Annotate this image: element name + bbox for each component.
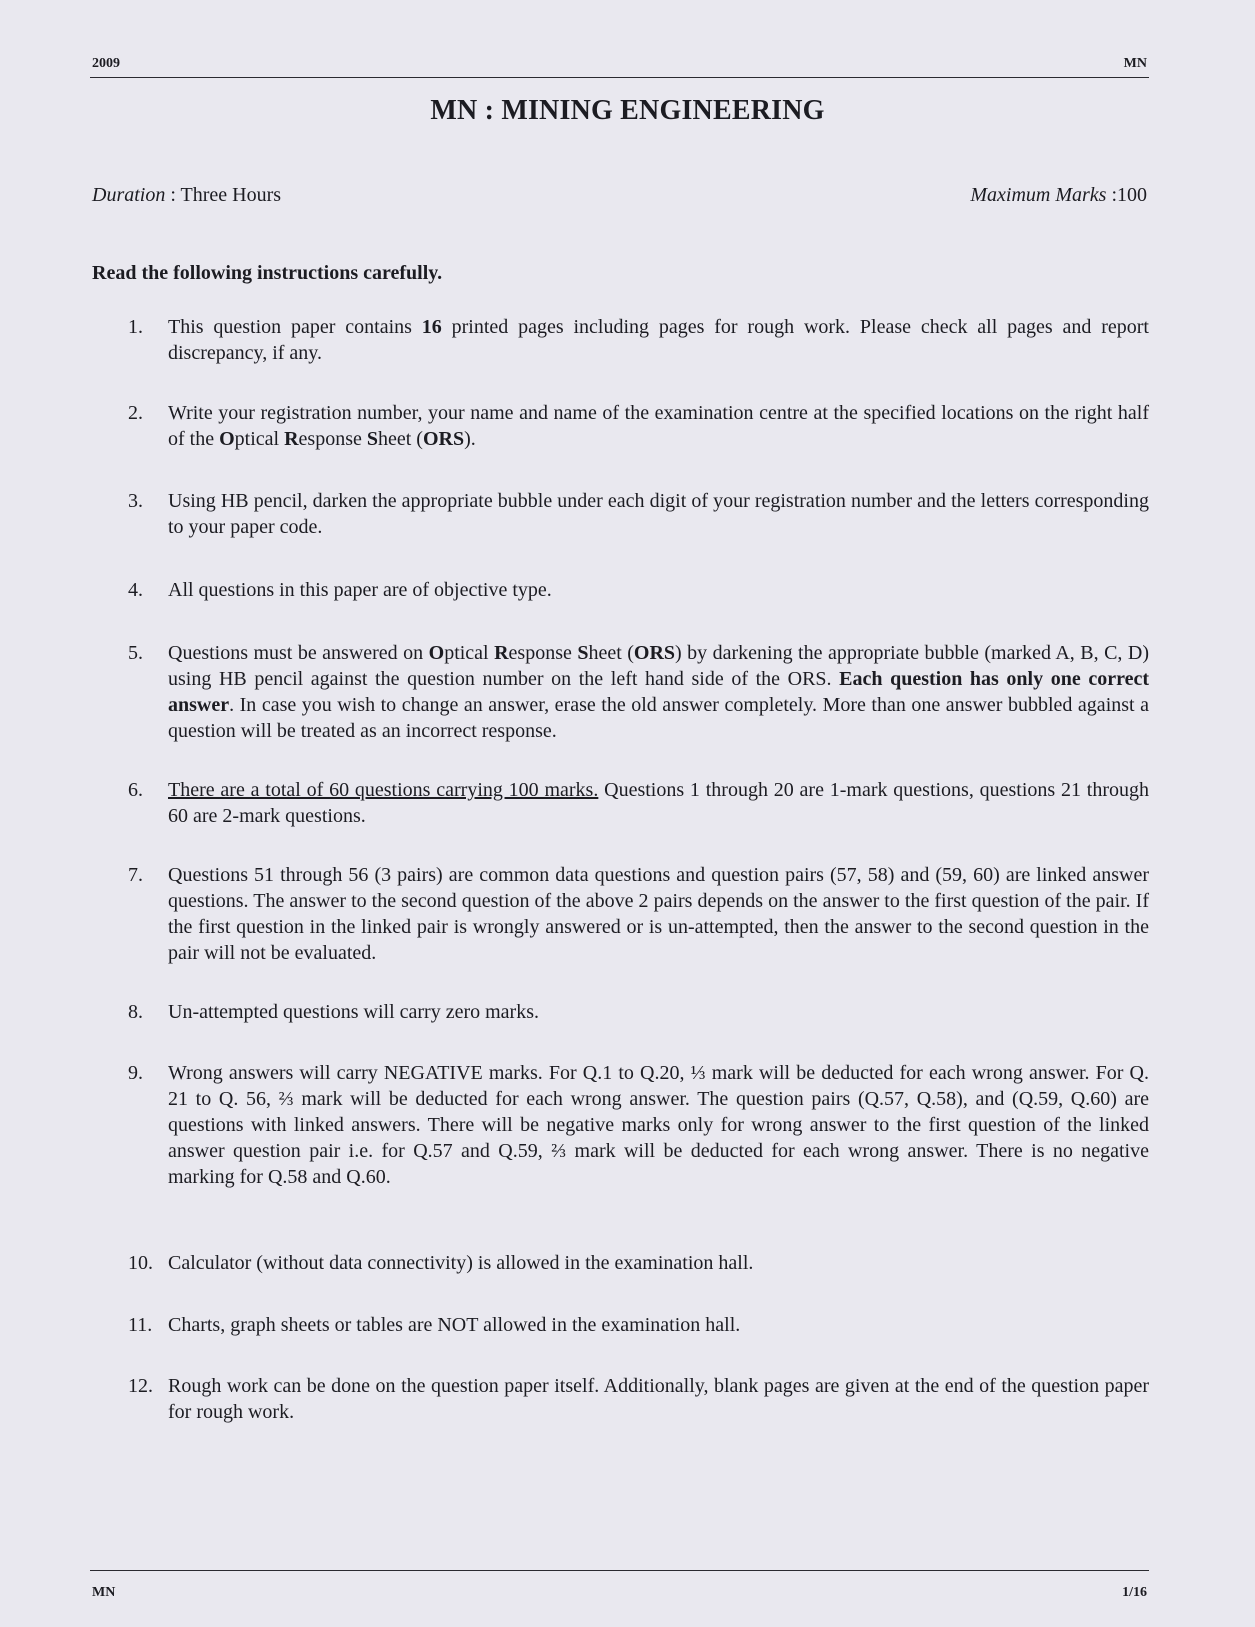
instruction-text-run: Calculator (without data connectivity) is allowed in the examination hall. — [168, 1252, 754, 1274]
instruction-text-run: Questions 1 through 20 are 1-mark questions, questions 21 through 60 are 2-mark questions. — [168, 779, 1149, 827]
instruction-text-run: There are a total of 60 questions carrying 100 marks. — [168, 779, 599, 801]
max-marks-value: :100 — [1106, 184, 1147, 206]
instruction-text-run: O — [428, 642, 445, 664]
instruction-text-run: Write your registration number, your name and name of the examination centre at the specified locations on the right half of the — [168, 402, 1149, 450]
instruction-item — [128, 862, 1149, 966]
instruction-text-run: esponse — [508, 642, 578, 664]
instruction-text-run: S — [577, 642, 589, 664]
instruction-text-run: Wrong answers will carry NEGATIVE marks. For Q.1 to Q.20, ⅓ mark will be deducted for each wrong answer. For Q. 21 to Q. 56, ⅔ mark will be deducted for each wrong answer. The question pairs (Q.57, Q.58), and (Q.59, Q.60) are questions with linked answers. There will be negative marks only for wrong answer to the first question of the linked answer question pair i.e. for Q.57 and Q.59, ⅔ mark will be deducted for each wrong answer. There is no negative marking for Q.58 and Q.60. — [168, 1062, 1149, 1188]
instruction-text — [168, 314, 1149, 366]
instruction-text-run: Using HB pencil, darken the appropriate bubble under each digit of your registration number and the letters corresponding to your paper code. — [168, 490, 1149, 538]
instruction-number: 6. — [128, 779, 143, 801]
instruction-text — [168, 1060, 1149, 1190]
instruction-text-run: All questions in this paper are of objective type. — [168, 579, 552, 601]
instruction-text-run: This question paper contains — [168, 316, 422, 338]
instruction-text — [168, 1373, 1149, 1425]
instruction-item — [128, 1060, 1149, 1190]
instruction-item — [128, 1373, 1149, 1425]
instructions-heading: Read the following instructions carefully. — [92, 262, 443, 284]
instruction-number: 1. — [128, 316, 143, 338]
instruction-text-run: R — [494, 642, 509, 664]
instruction-number: 11. — [128, 1314, 153, 1336]
footer-divider — [90, 1570, 1149, 1571]
duration — [92, 184, 281, 207]
instruction-text — [168, 640, 1149, 744]
instruction-text-run: ORS — [633, 642, 676, 664]
instruction-number: 10. — [128, 1252, 153, 1274]
instruction-text — [168, 777, 1149, 829]
footer-paper-code: MN — [92, 1585, 116, 1600]
instruction-text — [168, 400, 1149, 452]
instruction-text-run: Rough work can be done on the question paper itself. Additionally, blank pages are given at the end of the question paper for rough work. — [168, 1375, 1149, 1423]
instruction-text-run: heet ( — [588, 642, 634, 664]
instruction-text-run: Questions must be answered on — [168, 642, 429, 664]
instruction-number: 12. — [128, 1375, 153, 1397]
instruction-number: 9. — [128, 1062, 143, 1084]
instruction-text-run: ) by darkening the appropriate bubble (marked A, B, C, D) using HB pencil against the question number on the left hand side of the ORS. — [168, 642, 1149, 690]
instruction-text-run: ). — [464, 428, 476, 450]
maximum-marks — [970, 184, 1147, 207]
instruction-text-run: Un-attempted questions will carry zero marks. — [168, 1001, 539, 1023]
max-marks-label: Maximum Marks — [970, 184, 1107, 206]
instruction-text-run: heet ( — [378, 428, 423, 450]
page-number: 1/16 — [1122, 1585, 1147, 1600]
instruction-item — [128, 488, 1149, 540]
instruction-text-run: esponse — [298, 428, 367, 450]
instruction-number: 5. — [128, 642, 143, 664]
duration-label: Duration — [92, 184, 166, 206]
instruction-text-run: O — [219, 428, 235, 450]
instruction-text — [168, 577, 1149, 603]
header-year: 2009 — [92, 56, 120, 71]
page-title: MN : MINING ENGINEERING — [430, 95, 825, 126]
instruction-item — [128, 640, 1149, 744]
instruction-number: 7. — [128, 864, 143, 886]
instruction-item — [128, 1312, 1149, 1338]
instruction-text-run: ptical — [234, 428, 285, 450]
instruction-number: 2. — [128, 402, 143, 424]
instruction-item — [128, 1250, 1149, 1276]
instruction-number: 3. — [128, 490, 143, 512]
instruction-number: 4. — [128, 579, 143, 601]
instruction-text — [168, 862, 1149, 966]
instruction-item — [128, 777, 1149, 829]
instruction-text-run: Charts, graph sheets or tables are NOT allowed in the examination hall. — [168, 1314, 741, 1336]
instruction-item — [128, 400, 1149, 452]
instruction-number: 8. — [128, 1001, 143, 1023]
instruction-text — [168, 488, 1149, 540]
header-divider — [90, 77, 1149, 78]
instruction-text-run: Each question has only one correct answer — [168, 668, 1150, 716]
instruction-text-run: Questions 51 through 56 (3 pairs) are common data questions and question pairs (57, 58) and (59, 60) are linked answer questions. The answer to the second question of the above 2 pairs depends on the answer to the first question of the pair. If the first question in the linked pair is wrongly answered or is un-attempted, then the answer to the second question in the pair will not be evaluated. — [168, 864, 1149, 964]
instruction-text-run: printed pages including pages for rough work. Please check all pages and report discrepancy, if any. — [168, 316, 1149, 364]
header-paper-code: MN — [1123, 56, 1147, 71]
instruction-text-run: . In case you wish to change an answer, erase the old answer completely. More than one answer bubbled against a question will be treated as an incorrect response. — [168, 694, 1149, 742]
instruction-text — [168, 1250, 1149, 1276]
instruction-text-run: ORS — [422, 428, 465, 450]
instruction-text — [168, 1312, 1149, 1338]
instruction-item — [128, 314, 1149, 366]
instruction-item — [128, 999, 1149, 1025]
instruction-text-run: ptical — [444, 642, 495, 664]
instruction-text-run: R — [284, 428, 299, 450]
instruction-text-run: 16 — [421, 316, 442, 338]
instruction-item — [128, 577, 1149, 603]
duration-value: : Three Hours — [165, 184, 282, 206]
instruction-text-run: S — [366, 428, 378, 450]
instruction-text — [168, 999, 1149, 1025]
